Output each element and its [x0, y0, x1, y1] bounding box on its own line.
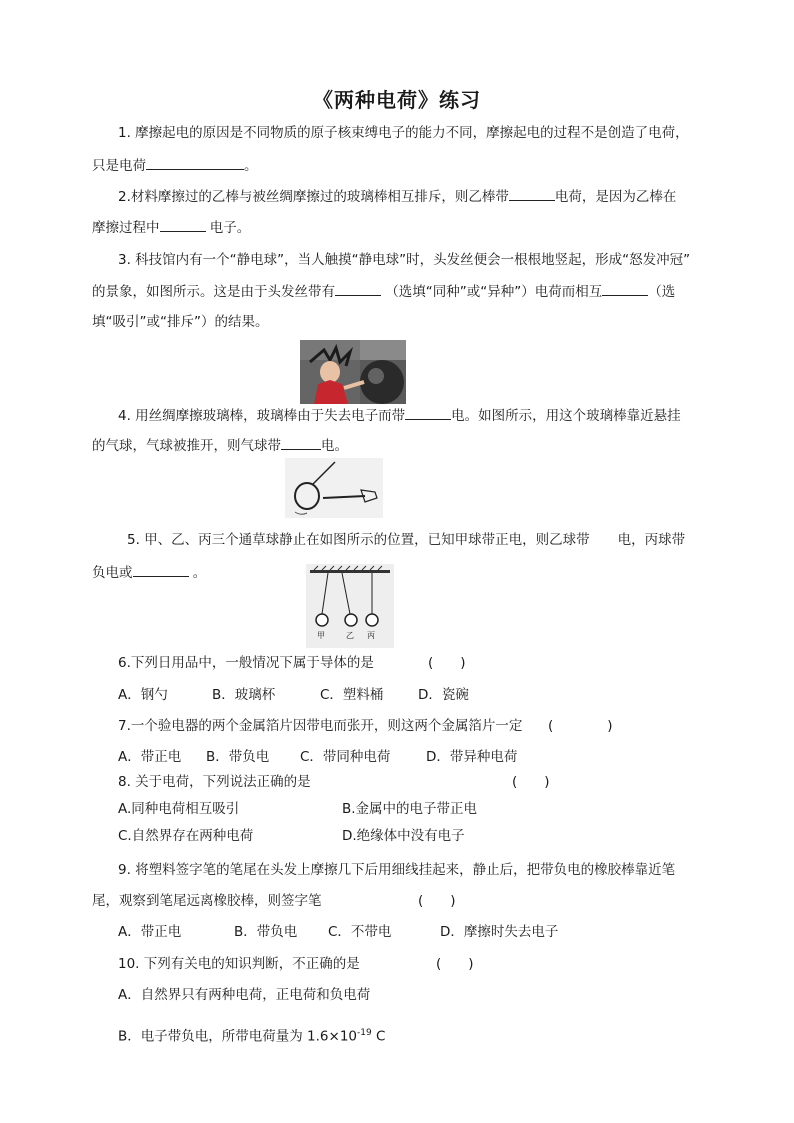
q10-option-b-exponent: -19 [357, 1028, 372, 1038]
q1-blank[interactable] [146, 155, 244, 170]
q5-text-b: 电，丙球带 [617, 532, 686, 548]
q9-option-a[interactable]: A．带正电 [118, 924, 182, 940]
q10-option-b[interactable] [118, 1023, 385, 1047]
q6-option-a[interactable]: A．钢勺 [118, 687, 168, 703]
q2-blank-1[interactable] [509, 186, 555, 201]
q7-option-c[interactable]: C．带同种电荷 [300, 749, 391, 765]
q3-text-c: （选 [648, 284, 676, 300]
q7-paren: ( ) [548, 718, 613, 734]
q9-line2: 尾，观察到笔尾远离橡胶棒，则签字笔 [92, 893, 322, 909]
label-jia: 甲 [317, 631, 325, 640]
q8-option-a[interactable]: A.同种电荷相互吸引 [118, 801, 240, 817]
q3-text-b: （选填“同种”或“异种”）电荷而相互 [381, 284, 603, 300]
q3-line3: 填“吸引”或“排斥”）的结果。 [92, 314, 269, 330]
q3-line2 [92, 281, 675, 302]
q7-stem: 7.一个验电器的两个金属箔片因带电而张开，则这两个金属箔片一定 [118, 718, 523, 734]
q4-text-d: 电。 [321, 438, 348, 454]
q2-text-b: 电荷，是因为乙棒在 [554, 189, 677, 205]
q8-stem: 8. 关于电荷，下列说法正确的是 [118, 774, 311, 790]
q5-line1 [127, 530, 685, 550]
static-ball-photo [300, 340, 406, 404]
q6-option-c[interactable]: C．塑料桶 [320, 687, 384, 703]
q3-blank-2[interactable] [602, 281, 648, 296]
q2-text-c: 摩擦过程中 [92, 220, 160, 236]
q4-text-b: 电。如图所示，用这个玻璃棒靠近悬挂 [451, 408, 681, 424]
balloon-rod-figure [285, 458, 383, 518]
q5-blank[interactable] [133, 562, 189, 577]
q4-blank-2[interactable] [281, 435, 321, 450]
q4-line2 [92, 435, 348, 456]
q5-text-d: 。 [188, 565, 207, 581]
q7-option-a[interactable]: A．带正电 [118, 749, 182, 765]
q1-line1: 1. 摩擦起电的原因是不同物质的原子核束缚电子的能力不同，摩擦起电的过程不是创造了电荷， [118, 125, 689, 141]
q7-option-b[interactable]: B．带负电 [206, 749, 270, 765]
q2-line2 [92, 217, 250, 238]
q8-option-c[interactable]: C.自然界存在两种电荷 [118, 828, 254, 844]
q6-option-d[interactable]: D．瓷碗 [418, 687, 469, 703]
q4-line1 [118, 405, 681, 426]
q5-text-c: 负电或 [92, 565, 133, 581]
page-title: 《两种电荷》练习 [313, 88, 481, 112]
q2-text-a: 2.材料摩擦过的乙棒与被丝绸摩擦过的玻璃棒相互排斥，则乙棒带 [118, 189, 509, 205]
q10-option-b-text: B．电子带负电，所带电荷量为 1.6×10 [118, 1028, 358, 1045]
q10-paren: ( ) [436, 956, 474, 972]
q4-blank-1[interactable] [405, 405, 451, 420]
q3-line1: 3. 科技馆内有一个“静电球”，当人触摸“静电球”时，头发丝便会一根根地竖起，形成“怒发冲冠” [118, 252, 691, 268]
ball-yi [345, 614, 357, 626]
q6-stem: 6.下列日用品中，一般情况下属于导体的是 [118, 655, 374, 671]
q9-option-d[interactable]: D．摩擦时失去电子 [440, 924, 559, 940]
q8-option-d[interactable]: D.绝缘体中没有电子 [342, 828, 465, 844]
q1-text-a: 只是电荷 [92, 158, 146, 174]
q9-paren: ( ) [418, 893, 456, 909]
q10-option-a[interactable]: A．自然界只有两种电荷，正电荷和负电荷 [118, 987, 371, 1003]
q3-blank-1[interactable] [335, 281, 381, 296]
q10-stem: 10. 下列有关电的知识判断，不正确的是 [118, 956, 360, 972]
q4-text-c: 的气球，气球被推开，则气球带 [92, 438, 281, 454]
q4-text-a: 4. 用丝绸摩擦玻璃棒，玻璃棒由于失去电子而带 [118, 408, 406, 424]
q6-paren: ( ) [428, 655, 466, 671]
q5-text-a: 5. 甲、乙、丙三个通草球静止在如图所示的位置，已知甲球带正电，则乙球带 [127, 532, 590, 548]
q2-line1 [118, 186, 676, 207]
label-yi: 乙 [346, 631, 354, 640]
q9-option-c[interactable]: C．不带电 [328, 924, 392, 940]
q2-text-d: 电子。 [205, 220, 251, 236]
ball-bing [366, 614, 378, 626]
q1-line2 [92, 155, 258, 176]
q10-option-b-unit: C [371, 1028, 386, 1045]
q8-paren: ( ) [512, 774, 550, 790]
pith-balls-figure [306, 564, 394, 648]
q9-line1: 9. 将塑料签字笔的笔尾在头发上摩擦几下后用细线挂起来，静止后，把带负电的橡胶棒靠近笔 [118, 862, 676, 878]
q8-option-b[interactable]: B.金属中的电子带正电 [342, 801, 478, 817]
q9-option-b[interactable]: B．带负电 [234, 924, 298, 940]
q6-option-b[interactable]: B．玻璃杯 [212, 687, 276, 703]
q5-line2 [92, 562, 206, 583]
q1-text-b: 。 [244, 158, 258, 174]
q7-option-d[interactable]: D．带异种电荷 [426, 749, 518, 765]
q2-blank-2[interactable] [160, 217, 206, 232]
q3-text-a: 的景象，如图所示。这是由于头发丝带有 [92, 284, 335, 300]
label-bing: 丙 [367, 631, 375, 640]
ball-jia [316, 614, 328, 626]
